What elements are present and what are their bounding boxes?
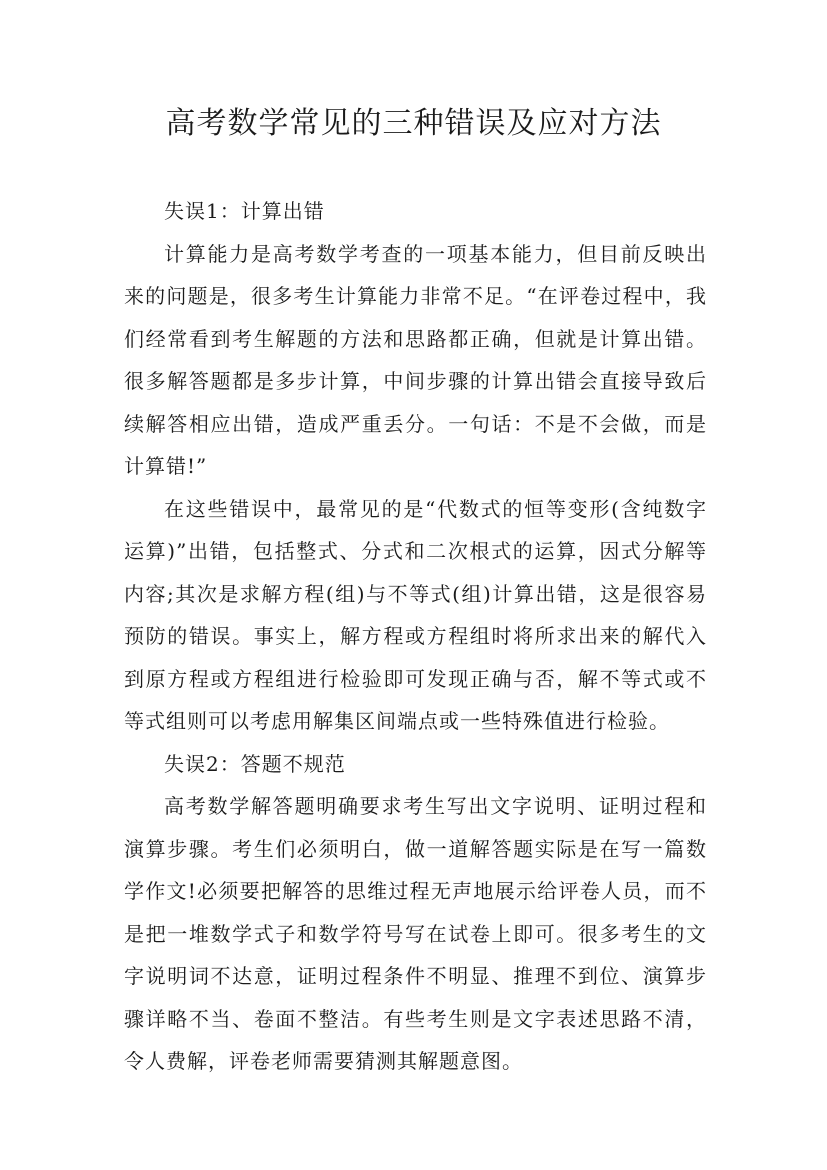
section-1-paragraph-2: 在这些错误中，最常见的是“代数式的恒等变形(含纯数字运算)”出错，包括整式、分式和二次根式的运算，因式分解等内容;其次是求解方程(组)与不等式(组)计算出错，这是很容易预防的错误。事实上，解方程或方程组时将所求出来的解代入到原方程或方程组进行检验即可发现正确与否，解不等式或不等式组则可以考虑用解集区间端点或一些特殊值进行检验。 [124,496,707,733]
section-heading-1: 失误1：计算出错 [164,199,325,223]
section-heading-2: 失误2：答题不规范 [164,751,346,776]
section-1-paragraph-1: 计算能力是高考数学考查的一项基本能力，但目前反映出来的问题是，很多考生计算能力非常不足。“在评卷过程中，我们经常看到考生解题的方法和思路都正确，但就是计算出错。很多解答题都是多步计算，中间步骤的计算出错会直接导致后续解答相应出错，造成严重丢分。一句话：不是不会做，而是计算错!” [124,241,707,478]
section-2-paragraph-1: 高考数学解答题明确要求考生写出文字说明、证明过程和演算步骤。考生们必须明白，做一道解答题实际是在写一篇数学作文!必须要把解答的思维过程无声地展示给评卷人员，而不是把一堆数学式子和数学符号写在试卷上即可。很多考生的文字说明词不达意，证明过程条件不明显、推理不到位、演算步骤详略不当、卷面不整洁。有些考生则是文字表述思路不清，令人费解，评卷老师需要猜测其解题意图。 [124,794,707,1073]
document-body [124,190,707,1083]
document-title: 高考数学常见的三种错误及应对方法 [165,106,662,141]
